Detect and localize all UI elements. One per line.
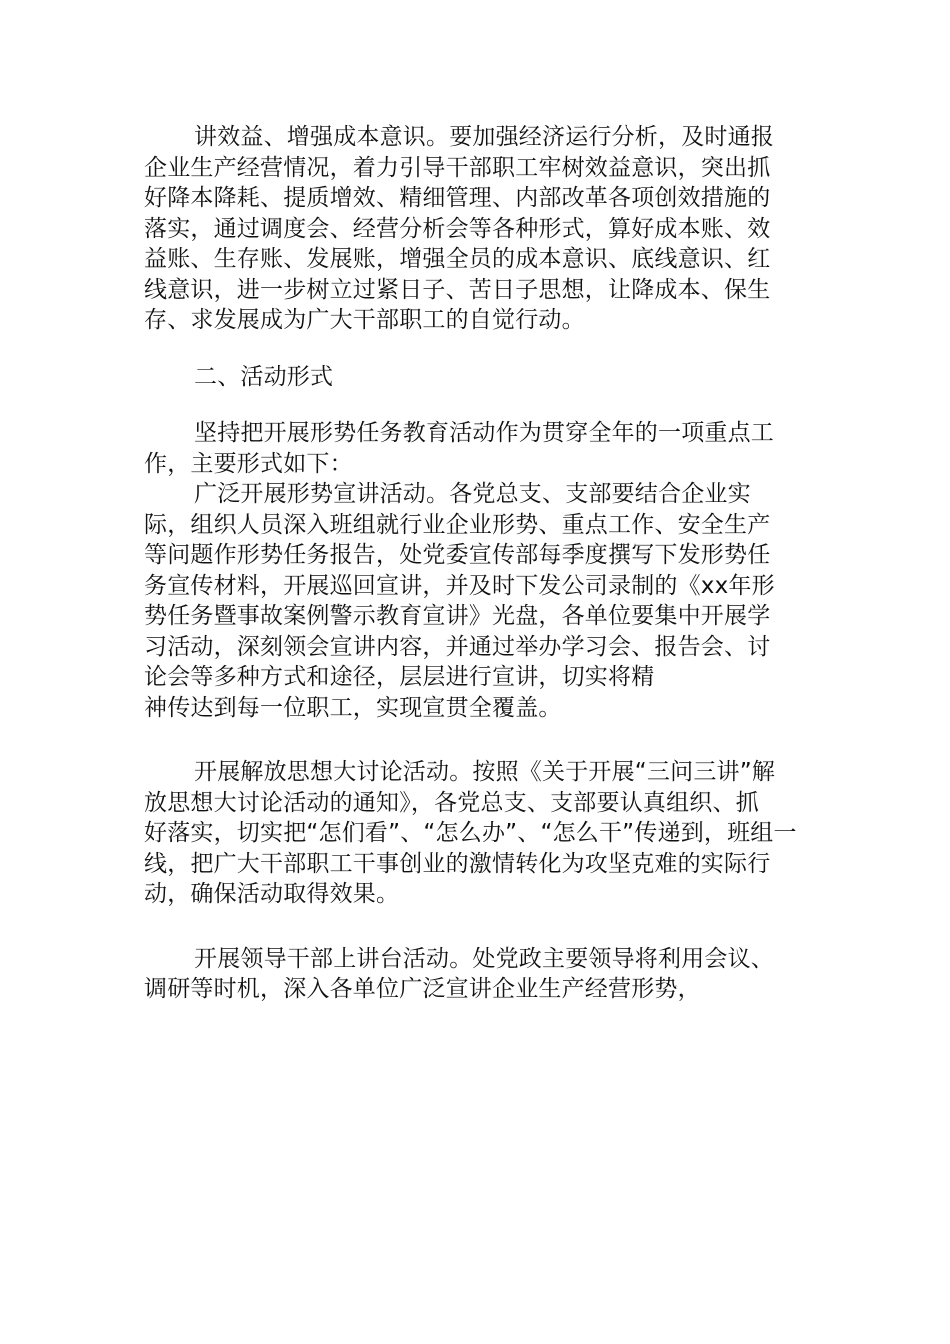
section-heading: 二、活动形式 <box>194 363 334 390</box>
paragraph-line: 务宣传材料，开展巡回宣讲，并及时下发公司录制的《xx年形 <box>144 572 775 599</box>
paragraph-line: 放思想大讨论活动的通知》，各党总支、支部要认真组织、抓 <box>144 789 759 816</box>
paragraph-cost-awareness <box>144 122 810 336</box>
paragraph-line: 等问题作形势任务报告，处党委宣传部每季度撰写下发形势任 <box>144 542 771 568</box>
paragraph-situation-lectures <box>144 479 810 723</box>
paragraph-line: 坚持把开展形势任务教育活动作为贯穿全年的一项重点工 <box>194 420 774 446</box>
paragraph-line: 好降本降耗、提质增效、精细管理、内部改革各项创效措施的 <box>144 185 771 211</box>
paragraph-line: 神传达到每一位职工，实现宣贯全覆盖。 <box>144 694 562 721</box>
paragraph-line: 论会等多种方式和途径，层层进行宣讲，切实将精 <box>144 664 655 690</box>
paragraph-leaders-lecture <box>144 944 810 1005</box>
document-body <box>144 122 810 1005</box>
paragraph-intro-forms <box>144 418 810 479</box>
paragraph-line: 势任务暨事故案例警示教育宣讲》光盘，各单位要集中开展学 <box>144 603 771 629</box>
paragraph-line: 落实，通过调度会、经营分析会等各种形式，算好成本账、效 <box>144 215 771 242</box>
paragraph-line: 好落实，切实把“怎们看”、“怎么办”、“怎么干”传递到，班组一 <box>144 820 797 846</box>
paragraph-line: 调研等时机，深入各单位广泛宣讲企业生产经营形势， <box>144 976 701 1002</box>
paragraph-line: 作，主要形式如下： <box>144 450 353 477</box>
spacer <box>144 392 810 418</box>
paragraph-line: 广泛开展形势宣讲活动。各党总支、支部要结合企业实 <box>194 481 751 507</box>
paragraph-line: 讲效益、增强成本意识。要加强经济运行分析，及时通报 <box>194 124 774 150</box>
paragraph-line: 企业生产经营情况，着力引导干部职工牢树效益意识，突出抓 <box>144 154 771 181</box>
paragraph-line: 习活动，深刻领会宣讲内容，并通过举办学习会、报告会、讨 <box>144 633 771 660</box>
paragraph-line: 开展领导干部上讲台活动。处党政主要领导将利用会议、 <box>194 945 774 972</box>
paragraph-line: 动，确保活动取得效果。 <box>144 881 400 907</box>
spacer <box>144 336 810 362</box>
paragraph-emancipation-discussion <box>144 757 810 910</box>
spacer <box>144 910 810 944</box>
paragraph-line: 益账、生存账、发展账，增强全员的成本意识、底线意识、红 <box>144 246 771 272</box>
paragraph-line: 存、求发展成为广大干部职工的自觉行动。 <box>144 307 585 333</box>
paragraph-line: 线意识，进一步树立过紧日子、苦日子思想，让降成本、保生 <box>144 276 771 303</box>
paragraph-line: 开展解放思想大讨论活动。按照《关于开展“三问三讲”解 <box>194 759 776 785</box>
spacer <box>144 723 810 757</box>
paragraph-line: 线，把广大干部职工干事创业的激情转化为攻坚克难的实际行 <box>144 850 771 877</box>
paragraph-line: 际，组织人员深入班组就行业企业形势、重点工作、安全生产 <box>144 511 771 538</box>
